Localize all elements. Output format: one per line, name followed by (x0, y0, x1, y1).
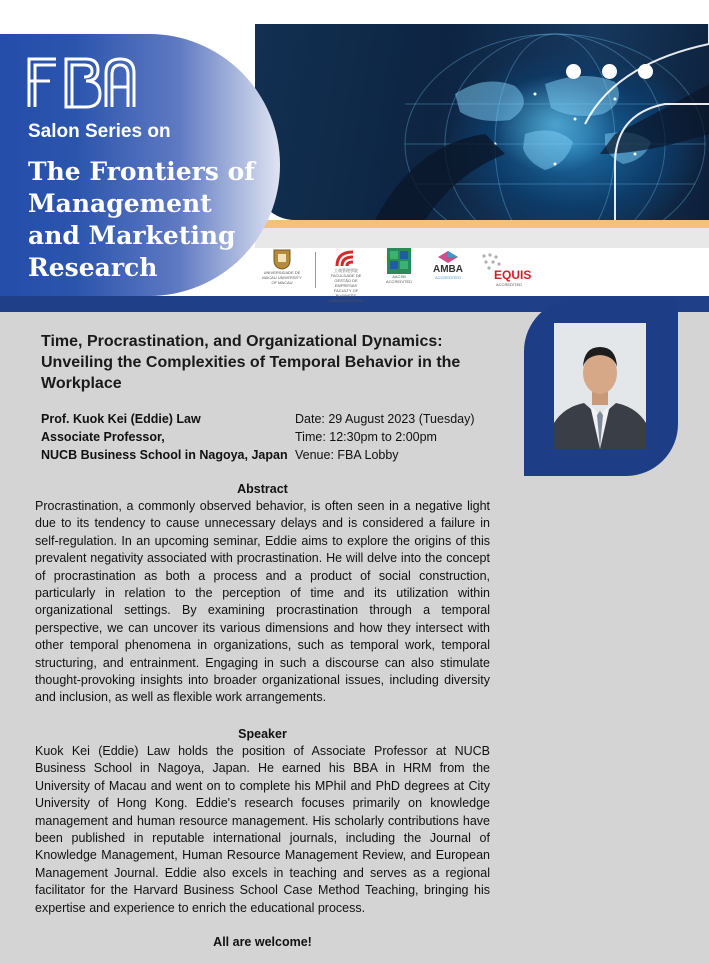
series-label: Salon Series on (28, 121, 171, 142)
speaker-name: Prof. Kuok Kei (Eddie) Law (41, 412, 201, 426)
event-title: Time, Procrastination, and Organizational Dynamics: Unveiling the Complexities of Temporal Behavior in the Workplace (41, 333, 461, 392)
decor-dot (602, 64, 617, 79)
speaker-affiliation: NUCB Business School in Nagoya, Japan (41, 448, 288, 462)
speaker-bio: Kuok Kei (Eddie) Law holds the position of Associate Professor at NUCB Business School in Nagoya, Japan. He earned his BBA in HRM from the University of Macau and went on to complete his MPhil and PhD degrees at City University of Hong Kong. Eddie's research focuses primarily on knowledge management and human resource management. His scholarly contributions have been published in reputable international journals, including the Journal of Knowledge Management, Human Resource Management Review, and European Management Journal. Eddie also excels in teaching and serves as a regional facilitator for the Harvard Business School Case Method Teaching, bringing his expertise and experience to enrich the educational process. (35, 744, 490, 915)
event-date: Date: 29 August 2023 (Tuesday) (295, 412, 475, 426)
event-venue: Venue: FBA Lobby (295, 448, 399, 462)
event-logistics (295, 410, 475, 464)
svg-text:FBA: FBA (26, 53, 28, 54)
grey-stripe (255, 228, 709, 248)
equis-logo: EQUIS ACCREDITED (480, 248, 540, 292)
decor-dot (638, 64, 653, 79)
abstract-heading: Abstract (237, 482, 288, 496)
faculty-logo: 工商管理學院 FACULDADE DE GESTÃO DE EMPRESAS FACULTY OF BUSINESS ADMINISTRATION (326, 248, 366, 292)
decor-dot (566, 64, 581, 79)
partner-logos (262, 248, 552, 303)
event-time: Time: 12:30pm to 2:00pm (295, 430, 437, 444)
welcome-note: All are welcome! (213, 935, 312, 949)
header-banner (0, 0, 709, 312)
speaker-position: Associate Professor, (41, 430, 165, 444)
decor-dot (35, 12, 50, 27)
fba-logo (26, 53, 136, 109)
accent-stripe (255, 220, 709, 228)
decor-dot (71, 12, 86, 27)
decor-dot (107, 12, 122, 27)
amba-logo: AMBA ACCREDITED (430, 248, 466, 292)
aacsb-logo: AACSB ACCREDITED (386, 248, 412, 292)
abstract-text: Procrastination, a commonly observed behavior, is often seen in a negative light due to its tendency to cause unnecessary delays and is considered a failure in self-regulation. In an upcoming seminar, Eddie aims to explore the origins of this prevalent negativity associated with procrastination. He will delve into the concept of procrastination as both a process and a product of social construction, particularly in relation to the perception of time and its utilization within organizational settings. By examining procrastination through a temporal perspective, we can uncover its various dimensions and how they intersect with other temporal phenomena in organizations, such as temporal work, temporal structuring, and entrainment. Engaging in such a discourse can also stimulate thought-provoking insights into broader organizational issues, including diversity and inclusion, as well as flexible work arrangements. (35, 499, 490, 705)
speaker-photo (554, 323, 646, 449)
speaker-heading: Speaker (238, 727, 287, 741)
speaker-details (41, 410, 288, 464)
globe-handshake-photo (255, 24, 709, 220)
series-title: The Frontiers of Management and Marketing Research (28, 157, 256, 282)
logo-divider (315, 252, 316, 288)
um-logo: UNIVERSIDADE DE MACAU UNIVERSITY OF MACAU (262, 248, 302, 292)
